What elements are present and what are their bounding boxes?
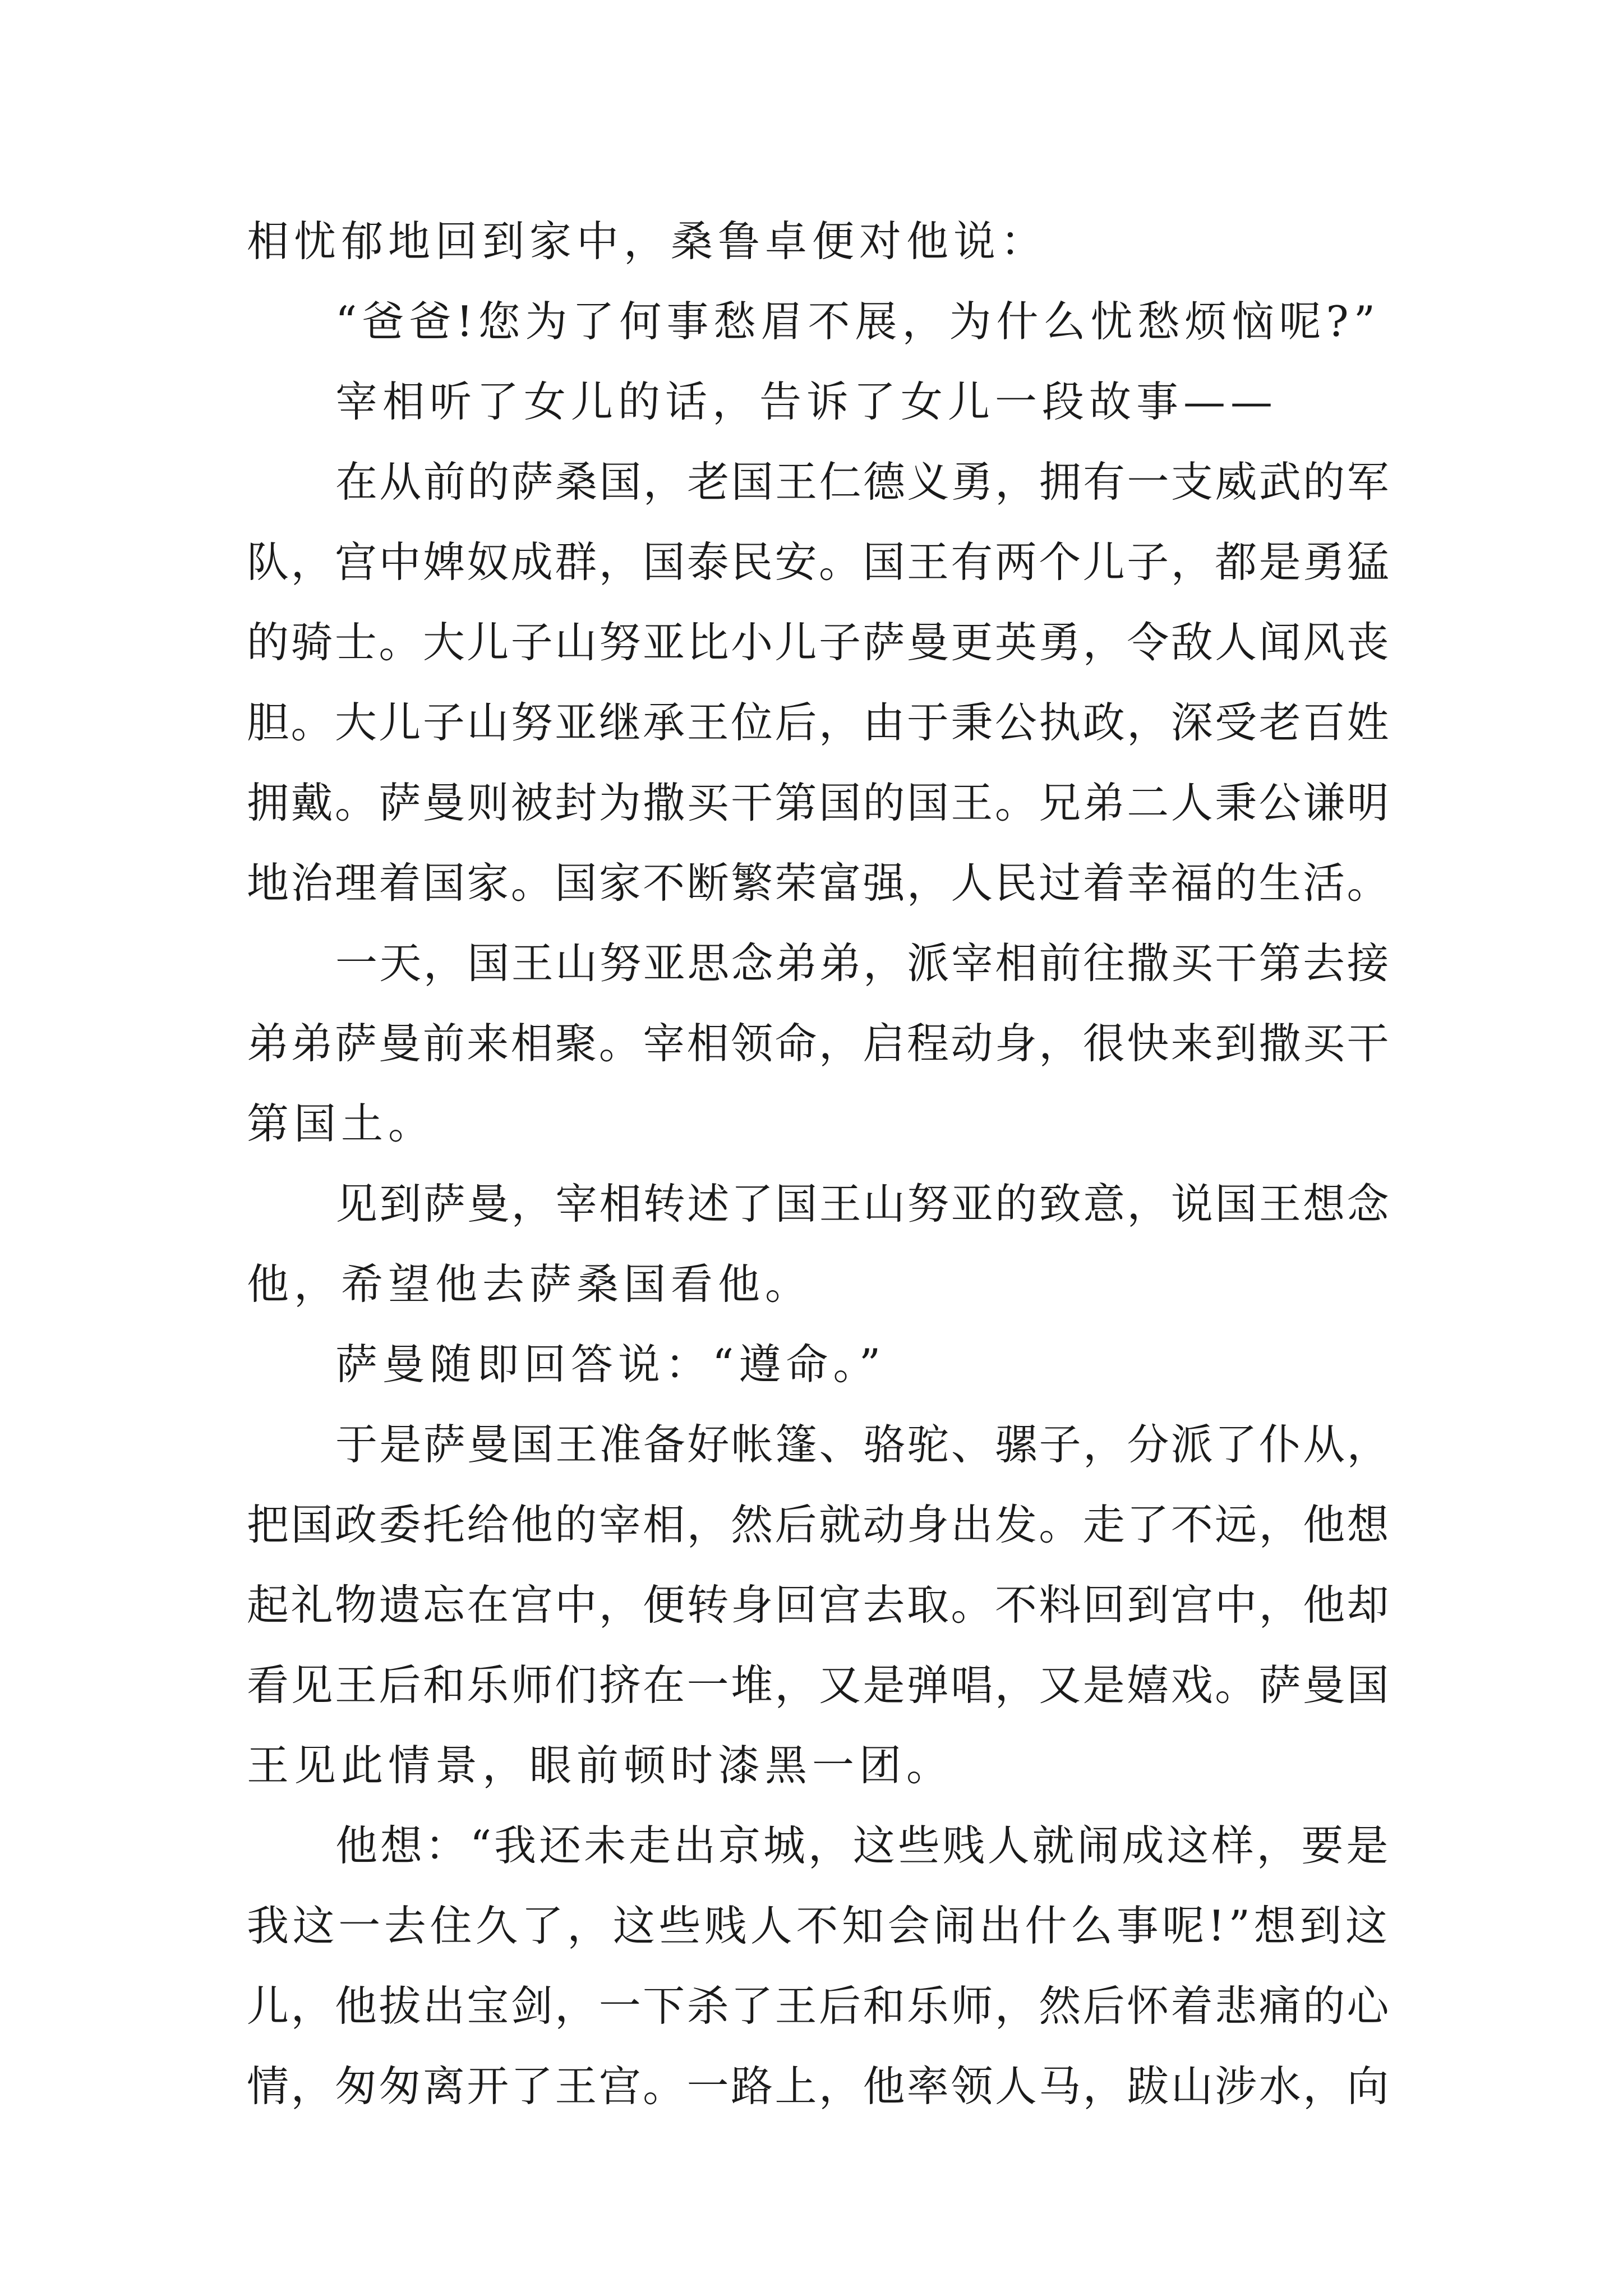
text-line-8: 拥戴。萨曼则被封为撒买干第国的国王。兄弟二人秉公谦明 — [247, 778, 1391, 827]
text-line-14: 他，希望他去萨桑国看他。 — [247, 1259, 813, 1309]
text-line-22: 我这一去住久了，这些贱人不知会闹出什么事呢!”想到这 — [247, 1901, 1391, 1950]
text-line-3: 宰相听了女儿的话，告诉了女儿一段故事—— — [335, 377, 1278, 426]
text-line-5: 队，宫中婢奴成群，国泰民安。国王有两个儿子，都是勇猛 — [247, 537, 1391, 587]
text-line-2: “爸爸!您为了何事愁眉不展，为什么忧愁烦恼呢?” — [335, 297, 1381, 346]
text-line-10: 一天，国王山努亚思念弟弟，派宰相前往撒买干第去接 — [335, 938, 1391, 988]
text-line-6: 的骑士。大儿子山努亚比小儿子萨曼更英勇，令敌人闻风丧 — [247, 618, 1391, 667]
text-line-7: 胆。大儿子山努亚继承王位后，由于秉公执政，深受老百姓 — [247, 698, 1391, 747]
text-line-12: 第国土。 — [247, 1099, 436, 1148]
text-line-17: 把国政委托给他的宰相，然后就动身出发。走了不远，他想 — [247, 1500, 1391, 1549]
text-line-15: 萨曼随即回答说：“遵命。” — [335, 1340, 886, 1389]
text-line-23: 儿，他拔出宝剑，一下杀了王后和乐师，然后怀着悲痛的心 — [247, 1981, 1391, 2031]
text-line-11: 弟弟萨曼前来相聚。宰相领命，启程动身，很快来到撒买干 — [247, 1019, 1391, 1068]
text-line-13: 见到萨曼，宰相转述了国王山努亚的致意，说国王想念 — [335, 1179, 1391, 1228]
text-line-18: 起礼物遗忘在宫中，便转身回宫去取。不料回到宫中，他却 — [247, 1580, 1391, 1630]
text-line-20: 王见此情景，眼前顿时漆黑一团。 — [247, 1741, 954, 1790]
text-line-16: 于是萨曼国王准备好帐篷、骆驼、骡子，分派了仆从， — [335, 1420, 1391, 1469]
text-line-9: 地治理着国家。国家不断繁荣富强，人民过着幸福的生活。 — [247, 858, 1391, 908]
text-line-1: 相忧郁地回到家中，桑鲁卓便对他说： — [247, 217, 1048, 266]
text-line-24: 情，匆匆离开了王宫。一路上，他率领人马，跋山涉水，向 — [247, 2062, 1391, 2111]
text-line-4: 在从前的萨桑国，老国王仁德义勇，拥有一支威武的军 — [335, 457, 1391, 507]
text-line-19: 看见王后和乐师们挤在一堆，又是弹唱，又是嬉戏。萨曼国 — [247, 1660, 1391, 1710]
text-line-21: 他想：“我还未走出京城，这些贱人就闹成这样，要是 — [335, 1821, 1391, 1870]
